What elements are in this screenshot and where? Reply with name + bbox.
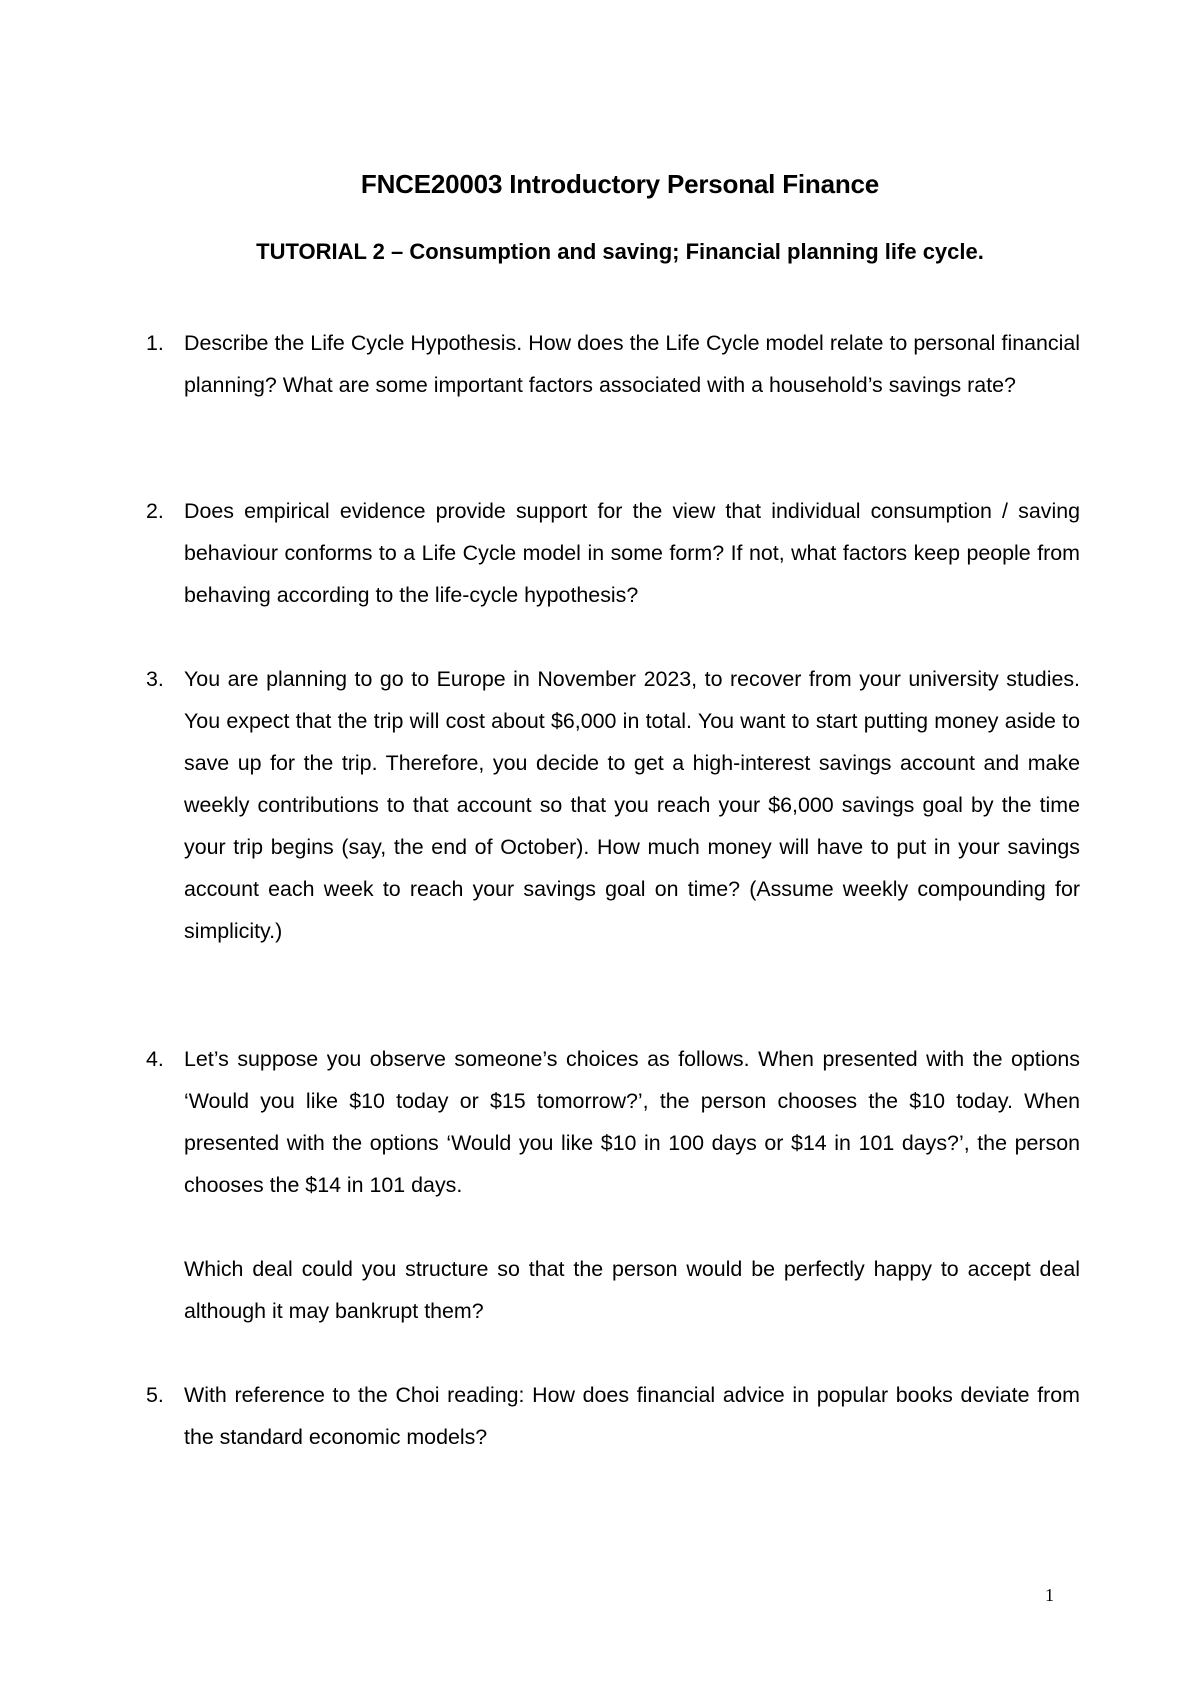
question-paragraph: Let’s suppose you observe someone’s choices as follows. When presented with the options ‘Would you like $10 today or $15 tomorrow?’, the person chooses the $10 today. When presented with the options ‘Would you like $10 in 100 days or $14 in 101 days?’, the person chooses the $14 in 101 days. <box>184 1047 1080 1197</box>
tutorial-subtitle: TUTORIAL 2 – Consumption and saving; Financial planning life cycle. <box>256 239 984 264</box>
question-number: 4. <box>146 1047 164 1071</box>
question-paragraph: You are planning to go to Europe in November 2023, to recover from your university studies. You expect that the trip will cost about $6,000 in total. You want to start putting money aside to save up for the trip. Therefore, you decide to get a high-interest savings account and make weekly contributions to that account so that you reach your $6,000 savings goal by the time your trip begins (say, the end of October). How much money will have to put in your savings account each week to reach your savings goal on time? (Assume weekly compounding for simplicity.) <box>184 667 1080 943</box>
question-paragraph: With reference to the Choi reading: How does financial advice in popular books deviate from the standard economic models? <box>184 1383 1080 1449</box>
question-number: 5. <box>146 1383 164 1407</box>
question-paragraph: Which deal could you structure so that the person would be perfectly happy to accept deal although it may bankrupt them? <box>184 1257 1080 1323</box>
question-paragraph: Describe the Life Cycle Hypothesis. How does the Life Cycle model relate to personal financial planning? What are some important factors associated with a household’s savings rate? <box>184 331 1080 397</box>
page-number: 1 <box>1045 1585 1054 1605</box>
question-text <box>184 322 1080 406</box>
question-paragraph: Does empirical evidence provide support for the view that individual consumption / saving behaviour conforms to a Life Cycle model in some form? If not, what factors keep people from behaving according to the life-cycle hypothesis? <box>184 499 1080 607</box>
question-text <box>184 490 1080 616</box>
question-text <box>184 658 1080 952</box>
question-text <box>184 1374 1080 1458</box>
document-title: FNCE20003 Introductory Personal Finance <box>360 169 880 199</box>
question-text <box>184 1038 1080 1332</box>
question-number: 3. <box>146 667 164 691</box>
question-number: 2. <box>146 499 164 523</box>
question-number: 1. <box>146 331 164 355</box>
